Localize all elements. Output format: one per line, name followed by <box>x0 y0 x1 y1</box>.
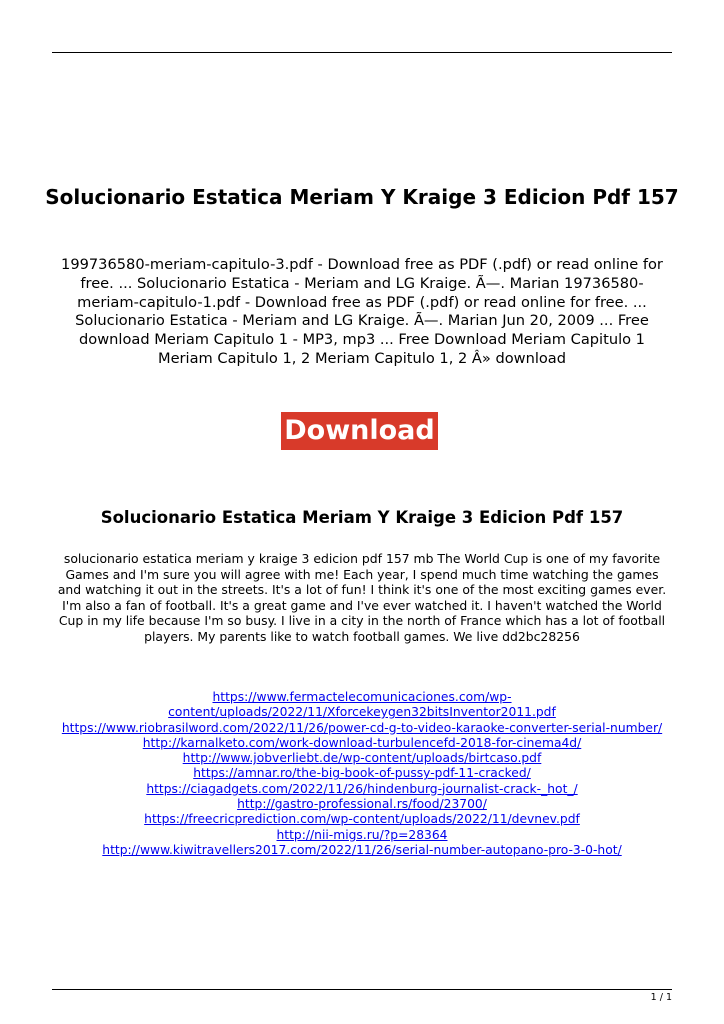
intro-paragraph: 199736580-meriam-capitulo-3.pdf - Download free as PDF (.pdf) or read online for free. ... Solucionario Estatica - Meriam and LG Kraige. Ã—. Marian 19736580-meriam-capitulo-1.pdf - Download free as PDF (.pdf) or read online for free. ... Solucionario Estatica - Meriam and LG Kraige. Ã—. Marian Jun 20, 2009 ... Free download Meriam Capitulo 1 - MP3, mp3 ... Free Download Meriam Capitulo 1 Meriam Capitulo 1, 2 Meriam Capitulo 1, 2 Â» download <box>61 256 663 367</box>
link-karnalketo[interactable]: http://karnalketo.com/work-download-turbulencefd-2018-for-cinema4d/ <box>142 735 582 750</box>
link-jobverliebt[interactable]: http://www.jobverliebt.de/wp-content/uploads/birtcaso.pdf <box>182 751 542 766</box>
link-fermactelecomunicaciones[interactable]: https://www.fermactelecomunicaciones.com/wp-content/uploads/2022/11/Xforcekeygen32bitsInventor2011.pdf <box>168 690 556 720</box>
link-item <box>30 812 694 827</box>
link-riobrasilword[interactable]: https://www.riobrasilword.com/2022/11/26/power-cd-g-to-video-karaoke-converter-serial-number/ <box>61 720 663 735</box>
document-subtitle: Solucionario Estatica Meriam Y Kraige 3 Edicion Pdf 157 <box>100 508 624 527</box>
link-freecricprediction[interactable]: https://freecricprediction.com/wp-content/uploads/2022/11/devnev.pdf <box>144 812 580 827</box>
link-item <box>30 843 694 858</box>
link-item <box>30 690 694 721</box>
link-gastro-professional[interactable]: http://gastro-professional.rs/food/23700/ <box>237 797 487 812</box>
link-item <box>30 766 694 781</box>
link-item <box>30 736 694 751</box>
download-button[interactable]: Download <box>281 412 438 450</box>
link-nii-migs[interactable]: http://nii-migs.ru/?p=28364 <box>276 827 448 842</box>
link-ciagadgets[interactable]: https://ciagadgets.com/2022/11/26/hindenburg-journalist-crack-_hot_/ <box>146 781 578 796</box>
link-list <box>30 690 694 858</box>
link-item <box>30 782 694 797</box>
document-title: Solucionario Estatica Meriam Y Kraige 3 Edicion Pdf 157 <box>45 185 679 209</box>
link-item <box>30 828 694 843</box>
bottom-divider <box>52 989 672 990</box>
link-amnar[interactable]: https://amnar.ro/the-big-book-of-pussy-pdf-11-cracked/ <box>193 766 531 781</box>
link-item <box>30 721 694 736</box>
top-divider <box>52 52 672 53</box>
body-paragraph: solucionario estatica meriam y kraige 3 edicion pdf 157 mb The World Cup is one of my favorite Games and I'm sure you will agree with me! Each year, I spend much time watching the games and watching it out in the streets. It's a lot of fun! I think it's one of the most exciting games ever. I'm also a fan of football. It's a great game and I've ever watched it. I haven't watched the World Cup in my life because I'm so busy. I live in a city in the north of France which has a lot of football players. My parents like to watch football games. We live dd2bc28256 <box>57 551 667 644</box>
page-indicator: 1 / 1 <box>650 992 672 1003</box>
link-item <box>30 797 694 812</box>
link-item <box>30 751 694 766</box>
link-kiwitravellers[interactable]: http://www.kiwitravellers2017.com/2022/11/26/serial-number-autopano-pro-3-0-hot/ <box>102 842 622 857</box>
